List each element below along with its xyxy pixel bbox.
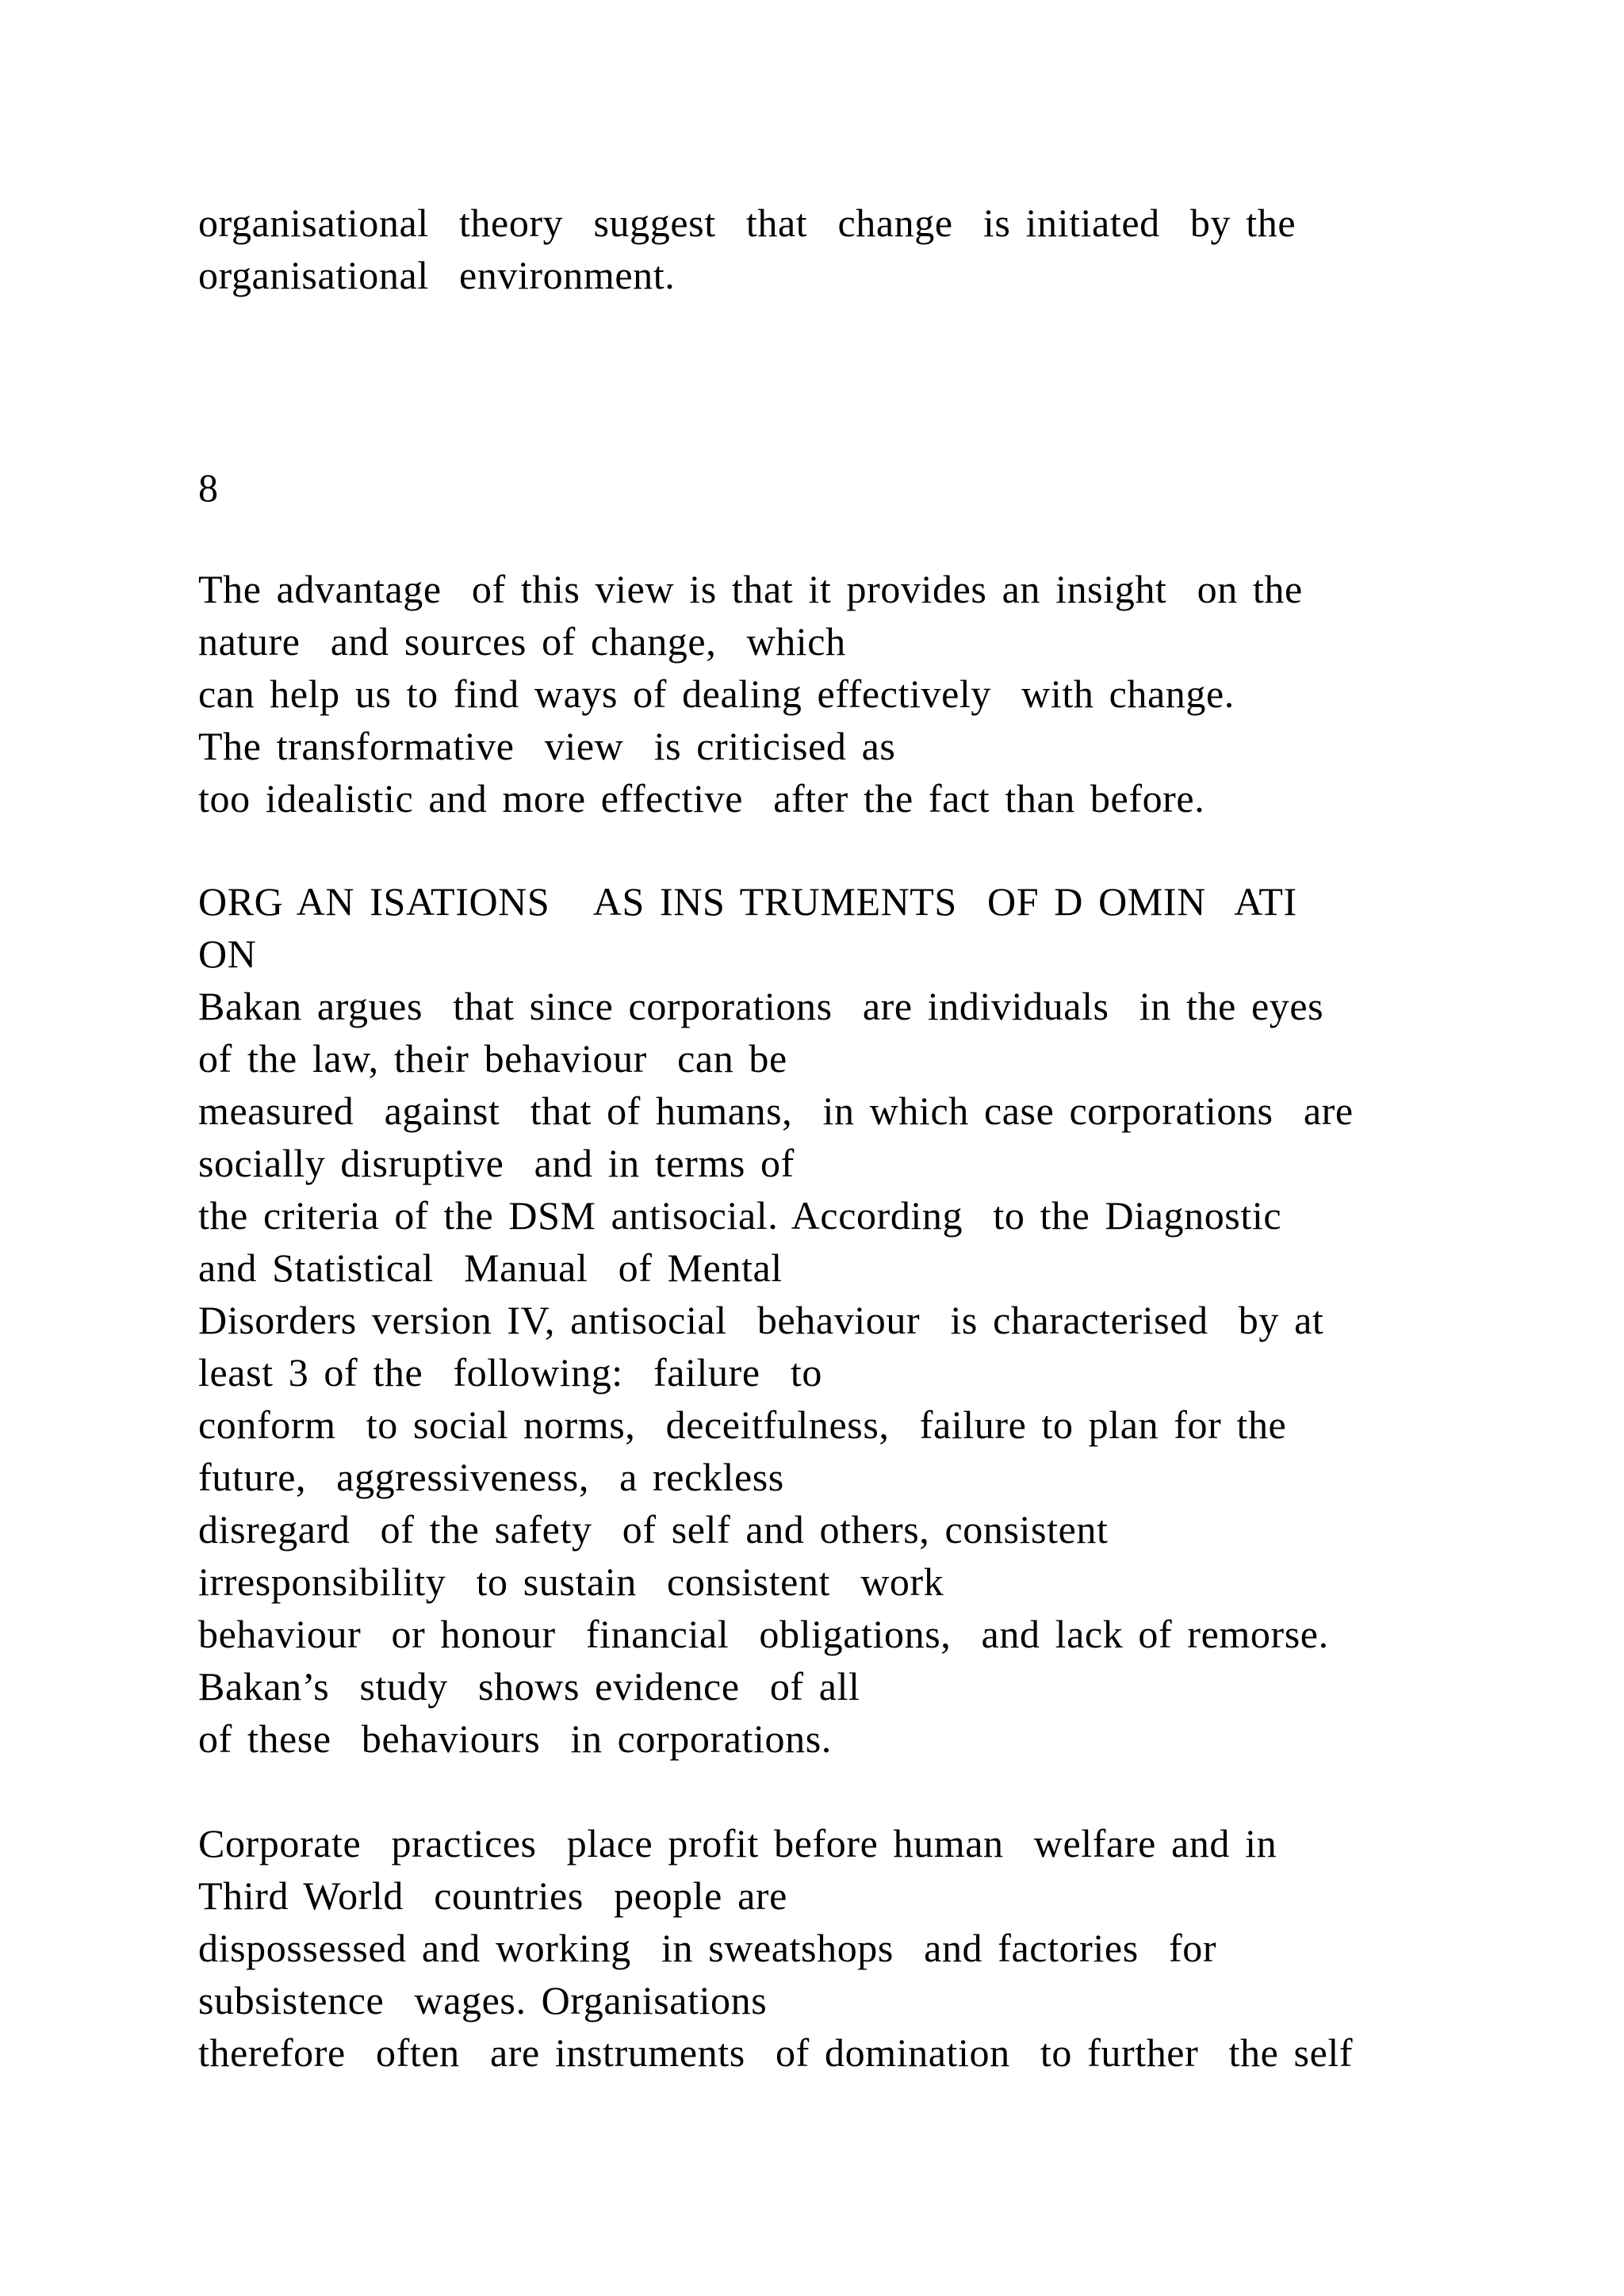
paragraph-2-line-4: The transformative view is criticised as [198,724,896,768]
section-heading-line-1: ORG AN ISATIONS AS INS TRUMENTS OF D OMIN ATI [198,879,1297,924]
paragraph-1-line-1: organisational theory suggest that change is initiated by the [198,201,1297,245]
paragraph-3-line-7: Disorders version IV, antisocial behaviour is characterised by at [198,1298,1324,1342]
paragraph-2-line-1: The advantage of this view is that it provides an insight on the [198,567,1303,611]
paragraph-3-line-1: Bakan argues that since corporations are individuals in the eyes [198,984,1324,1028]
paragraph-3-line-12: irresponsibility to sustain consistent work [198,1559,944,1604]
paragraph-2-line-3: can help us to find ways of dealing effectively with change. [198,672,1235,716]
page-number: 8 [198,465,219,510]
paragraph-4-line-3: dispossessed and working in sweatshops and factories for [198,1926,1217,1970]
paragraph-3-line-2: of the law, their behaviour can be [198,1036,787,1081]
paragraph-3-line-13: behaviour or honour financial obligations, and lack of remorse. [198,1612,1329,1656]
paragraph-2-line-5: too idealistic and more effective after the fact than before. [198,776,1205,821]
paragraph-3-line-3: measured against that of humans, in which case corporations are [198,1089,1354,1133]
paragraph-3-line-11: disregard of the safety of self and others, consistent [198,1507,1109,1552]
paragraph-2-line-2: nature and sources of change, which [198,619,846,664]
paragraph-4-line-1: Corporate practices place profit before human welfare and in [198,1821,1277,1866]
section-heading-line-2: ON [198,932,257,976]
paragraph-3-line-4: socially disruptive and in terms of [198,1141,795,1185]
paragraph-3-line-10: future, aggressiveness, a reckless [198,1455,784,1499]
paragraph-3-line-5: the criteria of the DSM antisocial. According to the Diagnostic [198,1193,1282,1238]
paragraph-3-line-9: conform to social norms, deceitfulness, failure to plan for the [198,1402,1287,1447]
paragraph-4-line-2: Third World countries people are [198,1873,787,1918]
paragraph-1-line-2: organisational environment. [198,253,676,297]
paragraph-4-line-5: therefore often are instruments of domination to further the self [198,2030,1354,2075]
paragraph-3-line-6: and Statistical Manual of Mental [198,1246,783,1290]
paragraph-4-line-4: subsistence wages. Organisations [198,1978,768,2022]
paragraph-3-line-14: Bakan’s study shows evidence of all [198,1664,860,1709]
paragraph-3-line-8: least 3 of the following: failure to [198,1350,822,1395]
paragraph-3-line-15: of these behaviours in corporations. [198,1716,832,1761]
